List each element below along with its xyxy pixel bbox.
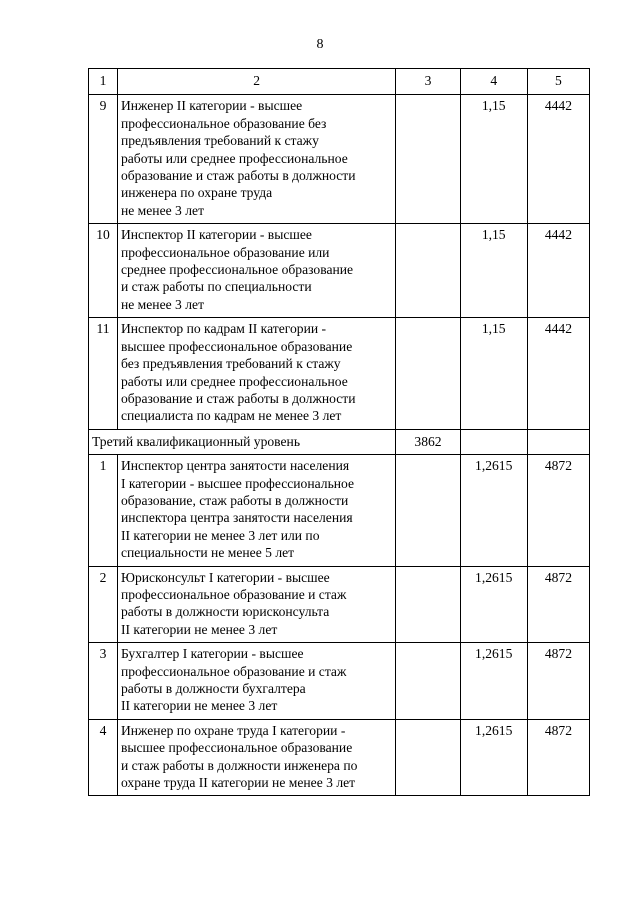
position-description xyxy=(117,719,395,796)
table-row xyxy=(89,318,590,429)
salary-cell: 4442 xyxy=(527,224,589,318)
description-line: инженера по охране труда xyxy=(120,185,273,201)
description-line: не менее 3 лет xyxy=(120,202,205,218)
row-number: 3 xyxy=(89,643,118,720)
description-line: Бухгалтер I категории - высшее xyxy=(120,646,304,662)
coefficient-cell: 1,2615 xyxy=(460,719,527,796)
column-header-4: 4 xyxy=(460,69,527,95)
table-row xyxy=(89,455,590,566)
description-line: охране труда II категории не менее 3 лет xyxy=(120,775,356,791)
column-header-1: 1 xyxy=(89,69,118,95)
description-line: Юрисконсульт I категории - высшее xyxy=(120,569,330,585)
base-salary-cell xyxy=(396,643,460,720)
description-line: без предъявления требований к стажу xyxy=(120,356,341,372)
coefficient-cell: 1,15 xyxy=(460,95,527,224)
position-description xyxy=(117,95,395,224)
description-line: высшее профессиональное образование xyxy=(120,740,353,756)
coefficient-cell: 1,2615 xyxy=(460,566,527,643)
qualification-level-row xyxy=(89,429,590,454)
description-line: инспектора центра занятости населения xyxy=(120,510,353,526)
description-line: работы или среднее профессиональное xyxy=(120,373,348,389)
description-line: и стаж работы по специальности xyxy=(120,279,312,295)
coefficient-cell: 1,15 xyxy=(460,318,527,429)
description-line: Инженер II категории - высшее xyxy=(120,98,303,114)
qualification-level-base-salary: 3862 xyxy=(396,429,460,454)
description-line: высшее профессиональное образование xyxy=(120,338,353,354)
base-salary-cell xyxy=(396,566,460,643)
description-line: среднее профессиональное образование xyxy=(120,262,354,278)
row-number: 1 xyxy=(89,455,118,566)
position-description xyxy=(117,455,395,566)
column-number-row xyxy=(89,69,590,95)
page-number: 8 xyxy=(316,37,324,52)
base-salary-cell xyxy=(396,224,460,318)
row-number: 10 xyxy=(89,224,118,318)
qualification-level-label: Третий квалификационный уровень xyxy=(89,429,396,454)
position-description xyxy=(117,224,395,318)
salary-cell: 4872 xyxy=(527,643,589,720)
description-line: образование и стаж работы в должности xyxy=(120,390,356,406)
description-line: II категории не менее 3 лет xyxy=(120,621,278,637)
table-row xyxy=(89,224,590,318)
description-line: II категории не менее 3 лет xyxy=(120,698,278,714)
description-line: специалиста по кадрам не менее 3 лет xyxy=(120,408,342,424)
description-line: образование, стаж работы в должности xyxy=(120,492,349,508)
table-body xyxy=(89,69,590,796)
salary-cell: 4872 xyxy=(527,719,589,796)
description-line: работы в должности юрисконсульта xyxy=(120,604,330,620)
salary-cell: 4872 xyxy=(527,455,589,566)
description-line: II категории не менее 3 лет или по xyxy=(120,527,320,543)
position-description xyxy=(117,566,395,643)
description-line: образование и стаж работы в должности xyxy=(120,168,356,184)
table-row xyxy=(89,643,590,720)
salary-cell: 4442 xyxy=(527,318,589,429)
row-number: 9 xyxy=(89,95,118,224)
description-line: работы или среднее профессиональное xyxy=(120,150,348,166)
table-row xyxy=(89,566,590,643)
description-line: Инженер по охране труда I категории - xyxy=(120,722,346,738)
description-line: профессиональное образование и стаж xyxy=(120,663,347,679)
coefficient-cell: 1,2615 xyxy=(460,643,527,720)
description-line: работы в должности бухгалтера xyxy=(120,681,306,696)
row-number: 2 xyxy=(89,566,118,643)
description-line: профессиональное образование и стаж xyxy=(120,586,347,602)
row-number: 11 xyxy=(89,318,118,429)
salary-cell: 4872 xyxy=(527,566,589,643)
empty-cell xyxy=(527,429,589,454)
salary-cell: 4442 xyxy=(527,95,589,224)
description-line: профессиональное образование без xyxy=(120,115,327,131)
description-line: и стаж работы в должности инженера по xyxy=(120,757,358,773)
table-row xyxy=(89,719,590,796)
column-header-3: 3 xyxy=(396,69,460,95)
coefficient-cell: 1,2615 xyxy=(460,455,527,566)
base-salary-cell xyxy=(396,318,460,429)
column-header-2: 2 xyxy=(117,69,395,95)
description-line: I категории - высшее профессиональное xyxy=(120,475,355,491)
description-line: профессиональное образование или xyxy=(120,244,330,260)
description-line: не менее 3 лет xyxy=(120,296,205,312)
base-salary-cell xyxy=(396,455,460,566)
empty-cell xyxy=(460,429,527,454)
column-header-5: 5 xyxy=(527,69,589,95)
description-line: Инспектор центра занятости населения xyxy=(120,458,350,474)
description-line: Инспектор II категории - высшее xyxy=(120,227,312,243)
description-line: Инспектор по кадрам II категории - xyxy=(120,321,327,337)
base-salary-cell xyxy=(396,95,460,224)
position-description xyxy=(117,643,395,720)
coefficient-cell: 1,15 xyxy=(460,224,527,318)
description-line: предъявления требований к стажу xyxy=(120,133,319,149)
description-line: специальности не менее 5 лет xyxy=(120,545,295,561)
position-description xyxy=(117,318,395,429)
table-row xyxy=(89,95,590,224)
qualification-table xyxy=(88,68,590,796)
base-salary-cell xyxy=(396,719,460,796)
row-number: 4 xyxy=(89,719,118,796)
